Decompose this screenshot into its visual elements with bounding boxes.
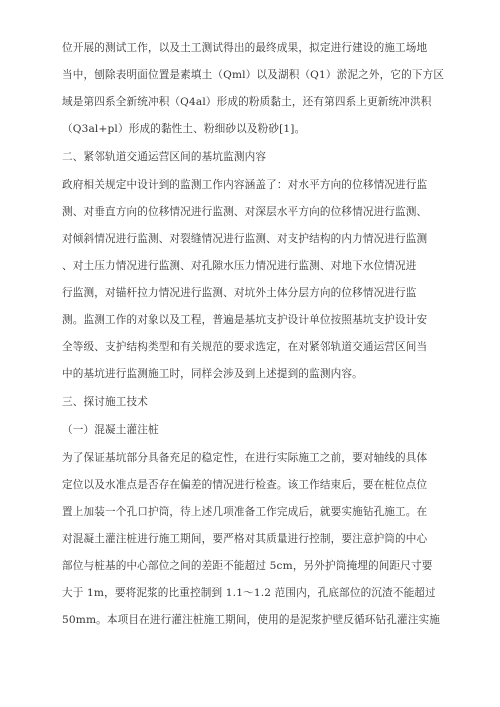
body-text-line: 测、对垂直方向的位移情况进行监测、对深层水平方向的位移情况进行监测、: [62, 206, 428, 218]
body-text-line: 当中，刨除表明面位置是素填土（Qml）以及湖积（Q1）淤泥之外，它的下方区: [62, 69, 445, 81]
body-text-line: 测。监测工作的对象以及工程，普遍是基坑支护设计单位按照基坑支护设计安: [62, 314, 428, 326]
body-text-line: 对倾斜情况进行监测、对裂缝情况进行监测、对支护结构的内力情况进行监测: [62, 233, 428, 245]
body-text-line: 大于 1m，要将泥浆的比重控制到 1.1～1.2 范围内，孔底部位的沉渣不能超过: [62, 587, 436, 599]
body-text-line: （Q3al+pl）形成的黏性土、粉细砂以及粉砂[1]。: [62, 123, 306, 135]
body-text-line: 定位以及水准点是否存在偏差的情况进行检查。该工作结束后，要在桩位点位: [62, 479, 428, 491]
body-text-line: 位开展的测试工作，以及土工测试得出的最终成果，拟定进行建设的施工场地: [62, 42, 428, 54]
body-text-line: 部位与桩基的中心部位之间的差距不能超过 5cm，另外护筒掩埋的间距尺寸要: [62, 560, 433, 572]
body-text-line: 置上加装一个孔口护筒，待上述几项准备工作完成后，就要实施钻孔施工。在: [62, 506, 428, 518]
section-heading: 三、探讨施工技术: [62, 396, 148, 408]
body-text-line: 行监测，对锚杆拉力情况进行监测、对坑外土体分层方向的位移情况进行监: [62, 287, 417, 299]
body-text-line: 政府相关规定中设计到的监测工作内容涵盖了：对水平方向的位移情况进行监: [62, 179, 428, 191]
section-heading: 二、紧邻轨道交通运营区间的基坑监测内容: [62, 151, 267, 163]
body-text-line: 50mm。本项目在进行灌注桩施工期间，使用的是泥浆护壁反循环钻孔灌注实施: [62, 614, 440, 626]
body-text-line: 为了保证基坑部分具备充足的稳定性，在进行实际施工之前，要对轴线的具体: [62, 452, 428, 464]
body-text-line: 对混凝土灌注桩进行施工期间，要严格对其质量进行控制，要注意护筒的中心: [62, 533, 428, 545]
body-text-line: 中的基坑进行监测施工时，同样会涉及到上述提到的监测内容。: [62, 368, 363, 380]
body-text-line: 全等级、支护结构类型和有关规范的要求选定，在对紧邻轨道交通运营区间当: [62, 341, 428, 353]
body-text-line: 、对土压力情况进行监测、对孔隙水压力情况进行监测、对地下水位情况进: [62, 260, 417, 272]
subsection-heading: （一）混凝土灌注桩: [62, 424, 159, 436]
body-text-line: 域是第四系全新统冲积（Q4al）形成的粉质黏土，还有第四系上更新统冲洪积: [62, 96, 432, 108]
